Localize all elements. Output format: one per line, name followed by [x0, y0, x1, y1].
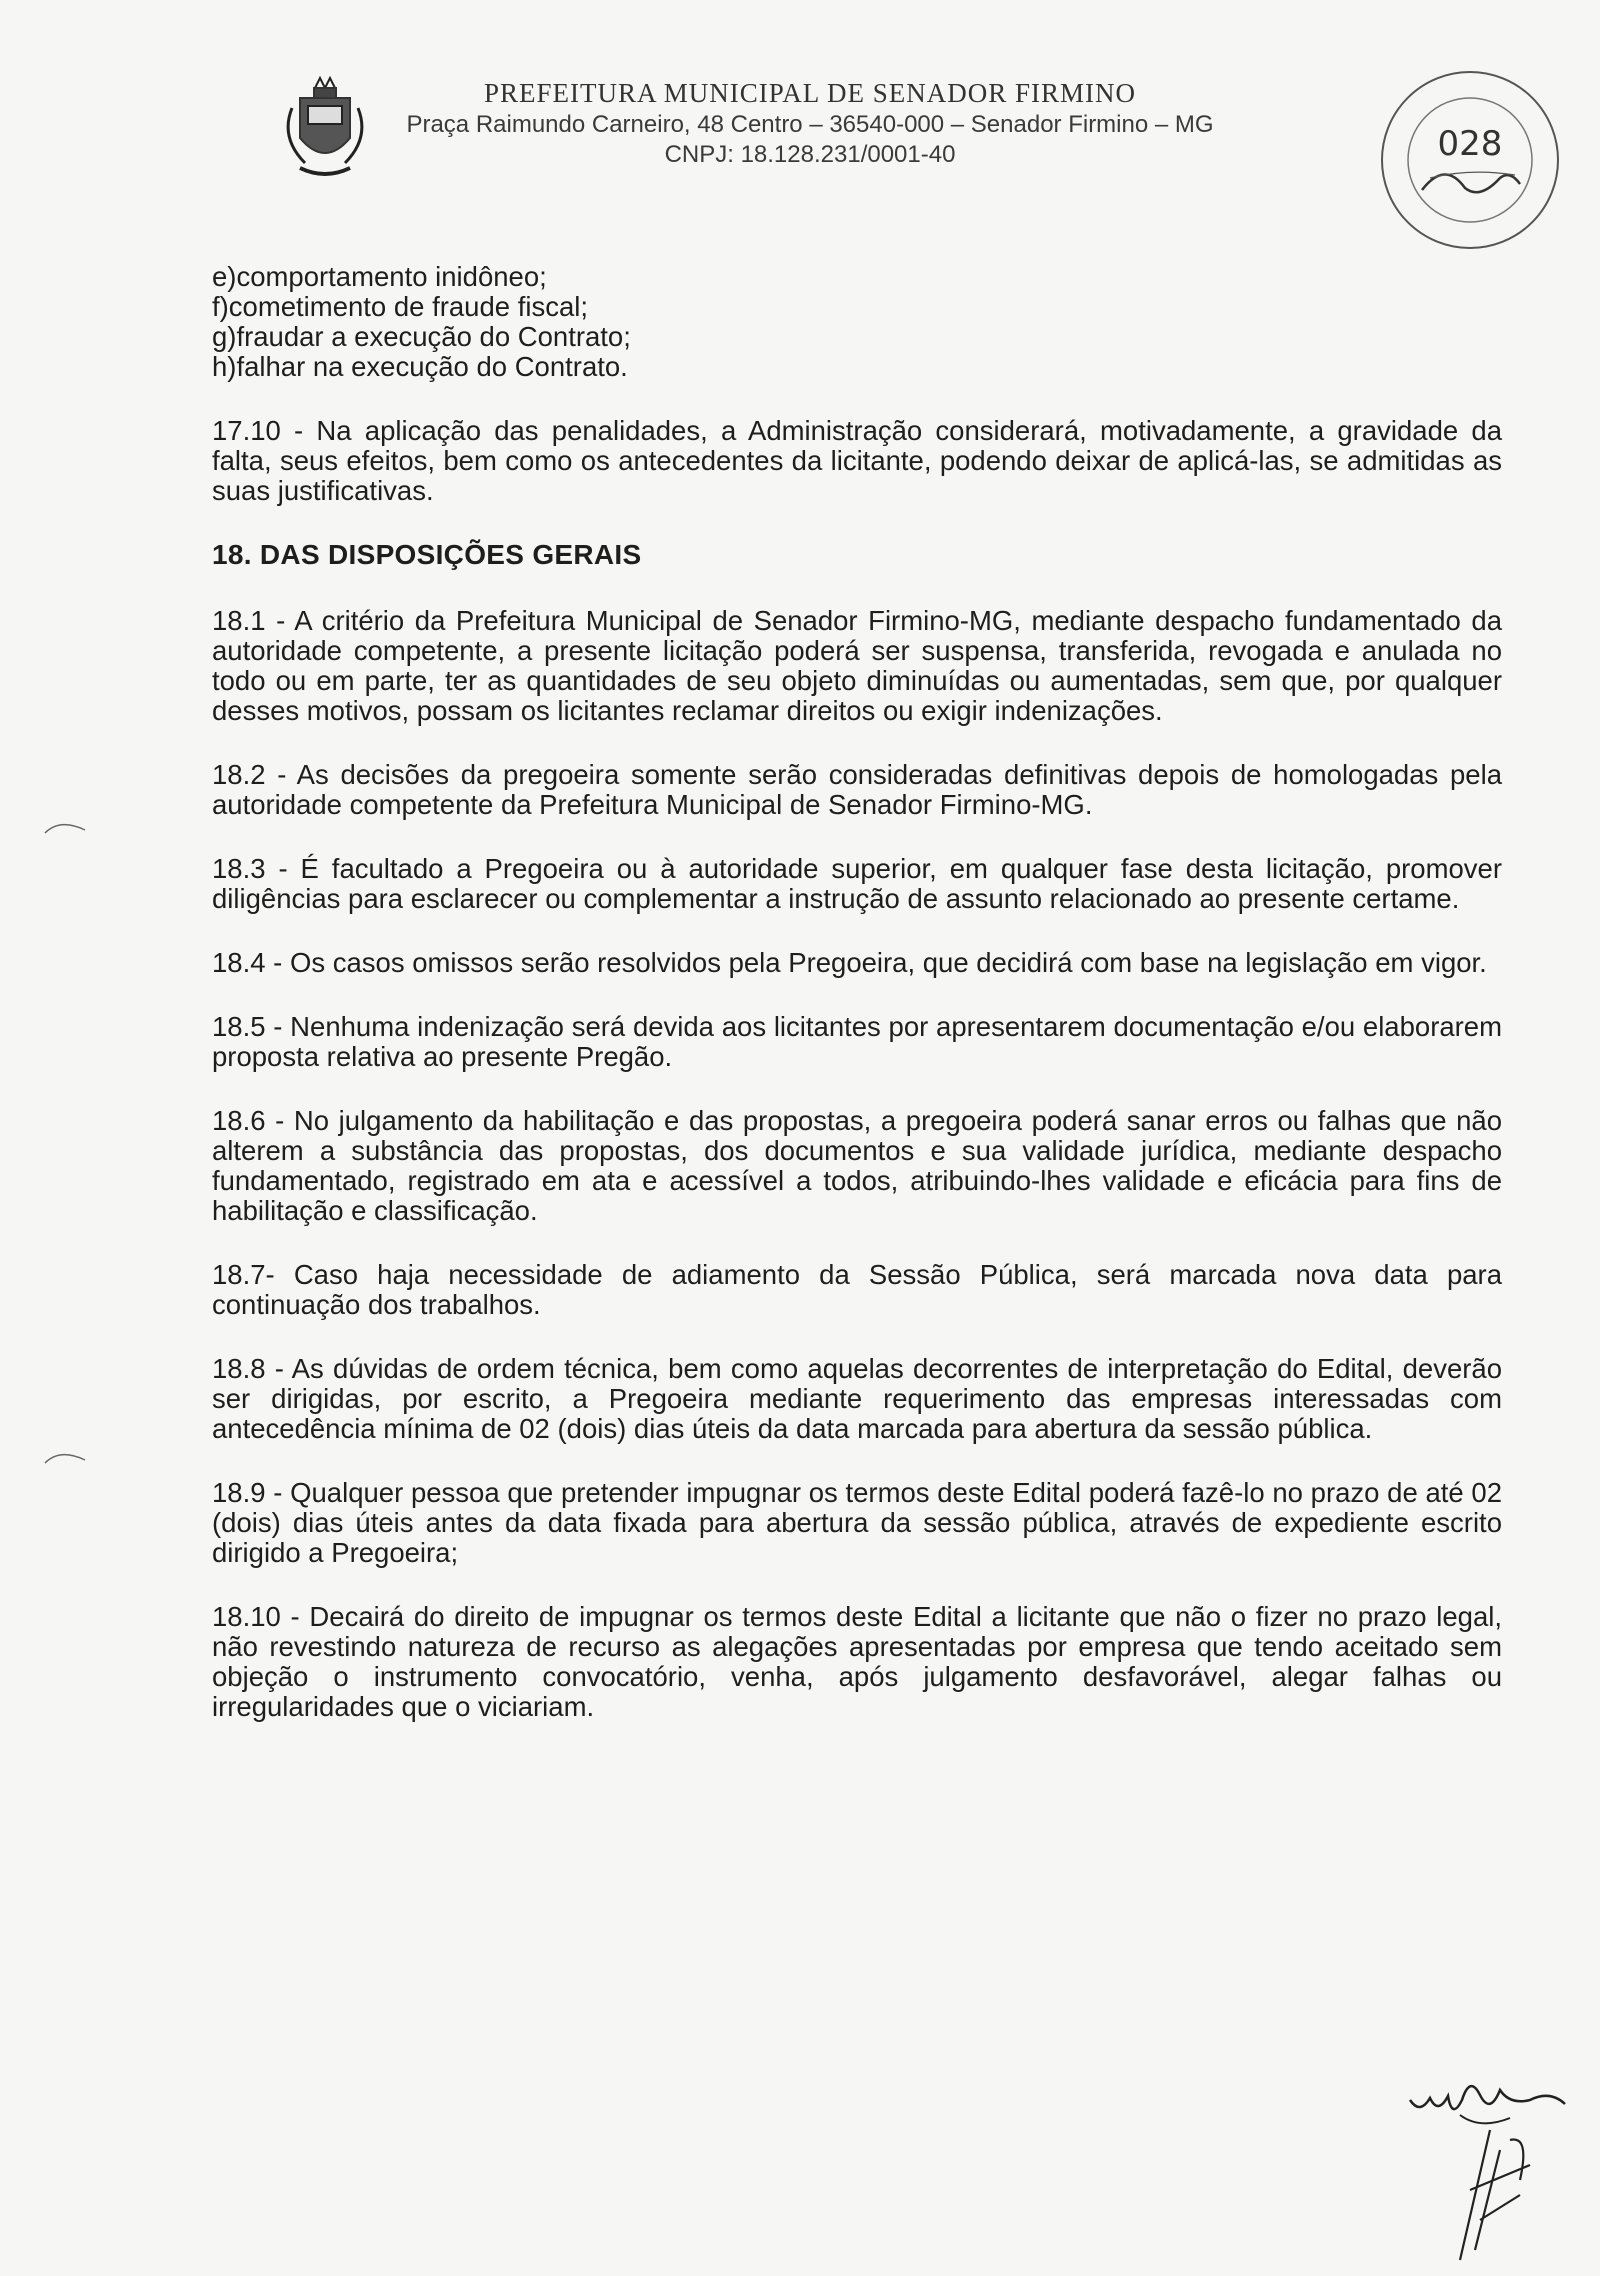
punch-mark — [40, 1448, 90, 1468]
clause-18-7: 18.7- Caso haja necessidade de adiamento da Sessão Pública, será marcada nova data para continuação dos trabalhos. — [212, 1259, 1502, 1320]
handwritten-signature — [1400, 2070, 1580, 2270]
stamp-number: 028 — [1437, 124, 1503, 164]
org-address: Praça Raimundo Carneiro, 48 Centro – 36540-000 – Senador Firmino – MG — [406, 111, 1214, 138]
clause-18-9: 18.9 - Qualquer pessoa que pretender impugnar os termos deste Edital poderá fazê-lo no prazo de até 02 (dois) dias úteis antes da data fixada para abertura da sessão pública, através de expediente escrito dirigido a Pregoeira; — [212, 1477, 1502, 1568]
clause-17-10: 17.10 - Na aplicação das penalidades, a Administração considerará, motivadamente, a gravidade da falta, seus efeitos, bem como os antecedentes da licitante, podendo deixar de aplicá-las, se admitidas as suas justificativas. — [212, 415, 1502, 506]
clause-18-3: 18.3 - É facultado a Pregoeira ou à autoridade superior, em qualquer fase desta licitação, promover diligências para esclarecer ou complementar a instrução de assunto relacionado ao presente certame. — [212, 853, 1502, 914]
commission-stamp — [1370, 60, 1570, 260]
org-cnpj: CNPJ: 18.128.231/0001-40 — [664, 141, 956, 168]
document-body — [212, 262, 1502, 1756]
punch-mark — [40, 818, 90, 838]
list-item: g)fraudar a execução do Contrato; — [212, 321, 631, 352]
penalty-list — [212, 262, 1502, 382]
org-title: PREFEITURA MUNICIPAL DE SENADOR FIRMINO — [483, 78, 1137, 108]
clause-18-5: 18.5 - Nenhuma indenização será devida aos licitantes por apresentarem documentação e/ou elaborarem proposta relativa ao presente Pregão. — [212, 1011, 1502, 1072]
list-item: f)cometimento de fraude fiscal; — [212, 291, 589, 322]
list-item: e)comportamento inidôneo; — [212, 261, 547, 292]
section-title: 18. DAS DISPOSIÇÕES GERAIS — [212, 539, 642, 570]
clause-18-10: 18.10 - Decairá do direito de impugnar os termos deste Edital a licitante que não o fizer no prazo legal, não revestindo natureza de recurso as alegações apresentadas por empresa que tendo aceitado sem objeção o instrumento convocatório, venha, após julgamento desfavorável, alegar falhas ou irregularidades que o viciariam. — [212, 1601, 1502, 1722]
clause-18-4: 18.4 - Os casos omissos serão resolvidos pela Pregoeira, que decidirá com base na legislação em vigor. — [212, 947, 1487, 978]
letterhead — [280, 78, 1340, 171]
clause-18-1: 18.1 - A critério da Prefeitura Municipal de Senador Firmino-MG, mediante despacho fundamentado da autoridade competente, a presente licitação poderá ser suspensa, transferida, revogada e anulada no todo ou em parte, ter as quantidades de seu objeto diminuídas ou aumentadas, sem que, por qualquer desses motivos, possam os licitantes reclamar direitos ou exigir indenizações. — [212, 605, 1502, 726]
clause-18-8: 18.8 - As dúvidas de ordem técnica, bem como aquelas decorrentes de interpretação do Edital, deverão ser dirigidas, por escrito, a Pregoeira mediante requerimento das empresas interessadas com antecedência mínima de 02 (dois) dias úteis da data marcada para abertura da sessão pública. — [212, 1353, 1502, 1444]
clause-18-2: 18.2 - As decisões da pregoeira somente serão consideradas definitivas depois de homologadas pela autoridade competente da Prefeitura Municipal de Senador Firmino-MG. — [212, 759, 1502, 820]
list-item: h)falhar na execução do Contrato. — [212, 351, 628, 382]
clause-18-6: 18.6 - No julgamento da habilitação e das propostas, a pregoeira poderá sanar erros ou falhas que não alterem a substância das propostas, dos documentos e sua validade jurídica, mediante despacho fundamentado, registrado em ata e acessível a todos, atribuindo-lhes validade e eficácia para fins de habilitação e classificação. — [212, 1105, 1502, 1226]
